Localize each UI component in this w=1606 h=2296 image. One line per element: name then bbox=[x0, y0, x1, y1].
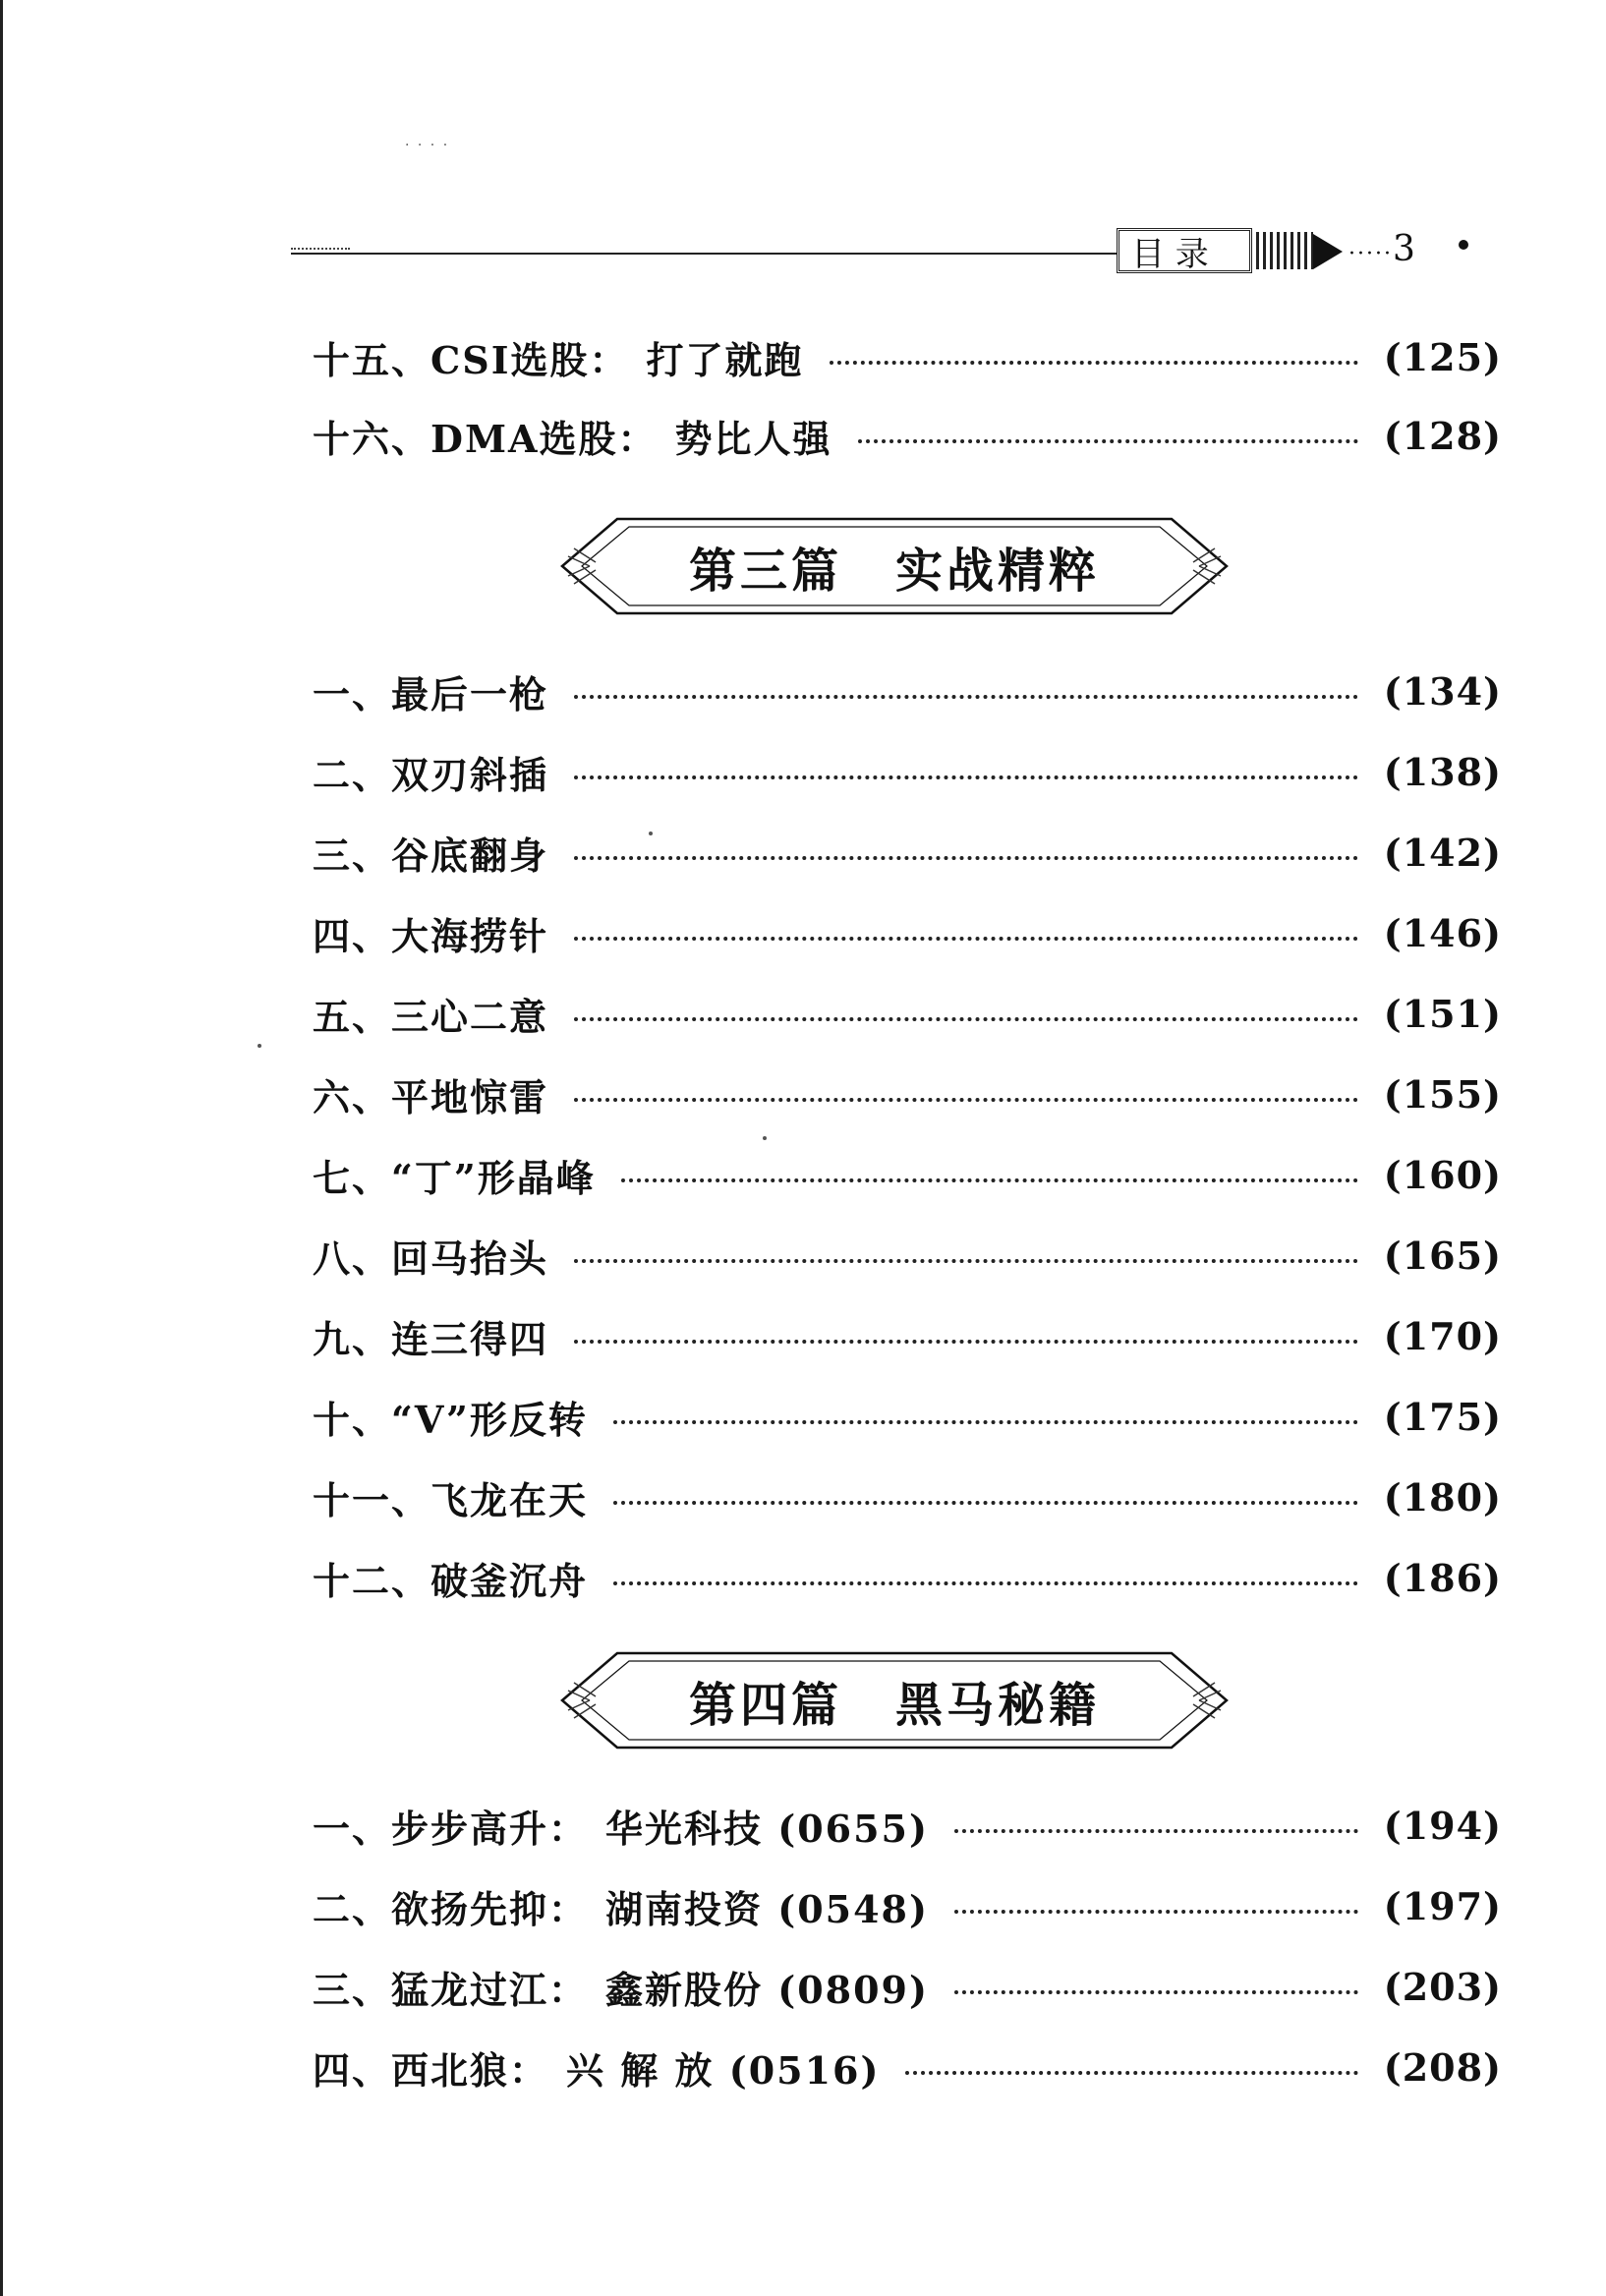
dot-leader bbox=[574, 856, 1358, 860]
entry-number: 六、 bbox=[313, 1074, 392, 1119]
toc-entry[interactable] bbox=[313, 1309, 1502, 1362]
entry-title-tail: 选股： bbox=[539, 416, 658, 461]
header-arrow-icon bbox=[1313, 234, 1343, 269]
entry-subtitle: 湖南投资 (0548) bbox=[605, 1886, 929, 1931]
entry-title: 回马抬头 bbox=[391, 1235, 549, 1281]
dot-leader bbox=[858, 439, 1358, 443]
entry-page: (160) bbox=[1383, 1152, 1502, 1197]
entry-title: “丁”形晶峰 bbox=[391, 1155, 596, 1200]
entry-title: “V”形反转 bbox=[391, 1397, 588, 1442]
entry-subtitle: 鑫新股份 (0809) bbox=[605, 1967, 929, 2012]
entry-number: 三、 bbox=[313, 832, 392, 878]
entry-title: 欲扬先抑： bbox=[391, 1886, 589, 1931]
dot-leader bbox=[954, 1829, 1358, 1833]
entry-number: 一、 bbox=[313, 1806, 392, 1851]
scan-speck bbox=[649, 832, 653, 835]
entry-number: 十五、 bbox=[313, 337, 431, 382]
entry-title: 猛龙过江： bbox=[391, 1967, 589, 2012]
entry-number: 五、 bbox=[313, 994, 392, 1039]
entry-subtitle: 势比人强 bbox=[674, 416, 832, 461]
entry-title: 平地惊雷 bbox=[391, 1074, 549, 1119]
dot-leader bbox=[574, 1259, 1358, 1263]
entry-page: (146) bbox=[1383, 910, 1502, 955]
dot-leader bbox=[574, 695, 1358, 699]
entry-page: (175) bbox=[1383, 1394, 1502, 1439]
toc-entry[interactable] bbox=[313, 330, 1502, 383]
entry-page: (138) bbox=[1383, 749, 1502, 794]
entry-number: 四、 bbox=[313, 913, 392, 958]
entry-subtitle: 兴 解 放 (0516) bbox=[566, 2047, 881, 2093]
dot-leader bbox=[613, 1501, 1358, 1505]
entry-page: (203) bbox=[1383, 1964, 1502, 2009]
header-rule bbox=[291, 253, 1117, 255]
toc-entry[interactable] bbox=[313, 826, 1502, 879]
toc-entry[interactable] bbox=[313, 1960, 1502, 2013]
entry-number: 十一、 bbox=[313, 1477, 431, 1522]
entry-title: DMA bbox=[430, 416, 540, 461]
toc-entry[interactable] bbox=[313, 664, 1502, 718]
toc-entry[interactable] bbox=[313, 1470, 1502, 1523]
part-heading-banner bbox=[560, 1647, 1229, 1753]
entry-page: (151) bbox=[1383, 991, 1502, 1036]
dot-leader bbox=[954, 1910, 1358, 1914]
entry-number: 二、 bbox=[313, 1886, 392, 1931]
dot-leader bbox=[574, 1017, 1358, 1021]
entry-title: 西北狼： bbox=[391, 2047, 549, 2093]
header-bullet-icon bbox=[1459, 240, 1468, 250]
entry-page: (134) bbox=[1383, 668, 1502, 714]
entry-page: (142) bbox=[1383, 830, 1502, 875]
dot-leader bbox=[574, 1340, 1358, 1344]
entry-title: 飞龙在天 bbox=[430, 1477, 589, 1522]
entry-title: 大海捞针 bbox=[391, 913, 549, 958]
entry-number: 三、 bbox=[313, 1967, 392, 2012]
entry-page: (186) bbox=[1383, 1555, 1502, 1600]
entry-title: 双刃斜插 bbox=[391, 752, 549, 797]
part-title: 实战精粹 bbox=[895, 543, 1101, 599]
dot-leader bbox=[830, 361, 1358, 365]
entry-number: 一、 bbox=[313, 671, 392, 717]
toc-entry[interactable] bbox=[313, 1879, 1502, 1932]
entry-number: 十六、 bbox=[313, 416, 431, 461]
toc-entry[interactable] bbox=[313, 906, 1502, 959]
header-mulu: 目 录 bbox=[1131, 234, 1209, 274]
toc-entry[interactable] bbox=[313, 745, 1502, 798]
toc-entry[interactable] bbox=[313, 1148, 1502, 1201]
scan-speck bbox=[763, 1136, 767, 1140]
entry-page: (155) bbox=[1383, 1071, 1502, 1117]
header-dash bbox=[291, 248, 350, 250]
dot-leader bbox=[905, 2071, 1357, 2075]
scan-speck bbox=[258, 1044, 261, 1048]
entry-title: CSI bbox=[430, 337, 511, 382]
entry-page: (180) bbox=[1383, 1474, 1502, 1520]
entry-title: 步步高升： bbox=[391, 1806, 589, 1851]
toc-entry[interactable] bbox=[313, 2040, 1502, 2094]
entry-title: 连三得四 bbox=[391, 1316, 549, 1361]
toc-entry[interactable] bbox=[313, 1067, 1502, 1120]
entry-page: (128) bbox=[1383, 413, 1502, 458]
part-heading-banner bbox=[560, 513, 1229, 619]
entry-number: 八、 bbox=[313, 1235, 392, 1281]
entry-title: 破釜沉舟 bbox=[430, 1558, 589, 1603]
entry-number: 九、 bbox=[313, 1316, 392, 1361]
part-number: 第四篇 bbox=[688, 1677, 842, 1733]
dot-leader bbox=[574, 1098, 1358, 1102]
header-ticks bbox=[1256, 232, 1313, 269]
part-title: 黑马秘籍 bbox=[895, 1677, 1101, 1733]
header-mulu-box bbox=[1117, 228, 1252, 273]
entry-title-tail: 选股： bbox=[510, 337, 629, 382]
page-edge-rule bbox=[0, 0, 3, 2296]
entry-title: 三心二意 bbox=[391, 994, 549, 1039]
entry-title: 最后一枪 bbox=[391, 671, 549, 717]
header-dots: · · · · bbox=[405, 138, 450, 153]
part-number: 第三篇 bbox=[688, 543, 842, 599]
toc-entry[interactable] bbox=[313, 409, 1502, 462]
toc-entry[interactable] bbox=[313, 987, 1502, 1040]
toc-entry[interactable] bbox=[313, 1799, 1502, 1852]
toc-entry[interactable] bbox=[313, 1390, 1502, 1443]
entry-number: 七、 bbox=[313, 1155, 392, 1200]
entry-page: (165) bbox=[1383, 1233, 1502, 1278]
entry-title: 谷底翻身 bbox=[391, 832, 549, 878]
dot-leader bbox=[574, 775, 1358, 779]
entry-page: (125) bbox=[1383, 334, 1502, 379]
entry-page: (208) bbox=[1383, 2044, 1502, 2090]
toc-entry[interactable] bbox=[313, 1551, 1502, 1604]
entry-number: 十、 bbox=[313, 1397, 392, 1442]
entry-page: (197) bbox=[1383, 1883, 1502, 1928]
entry-number: 四、 bbox=[313, 2047, 392, 2093]
entry-page: (170) bbox=[1383, 1313, 1502, 1358]
entry-subtitle: 打了就跑 bbox=[646, 337, 804, 382]
entry-number: 十二、 bbox=[313, 1558, 431, 1603]
entry-subtitle: 华光科技 (0655) bbox=[605, 1806, 929, 1851]
header-page-number: ·····3 bbox=[1348, 229, 1416, 269]
dot-leader bbox=[621, 1178, 1358, 1182]
dot-leader bbox=[613, 1581, 1358, 1585]
toc-entry[interactable] bbox=[313, 1229, 1502, 1282]
entry-number: 二、 bbox=[313, 752, 392, 797]
dot-leader bbox=[613, 1420, 1358, 1424]
entry-page: (194) bbox=[1383, 1803, 1502, 1848]
dot-leader bbox=[574, 937, 1358, 941]
dot-leader bbox=[954, 1990, 1358, 1994]
